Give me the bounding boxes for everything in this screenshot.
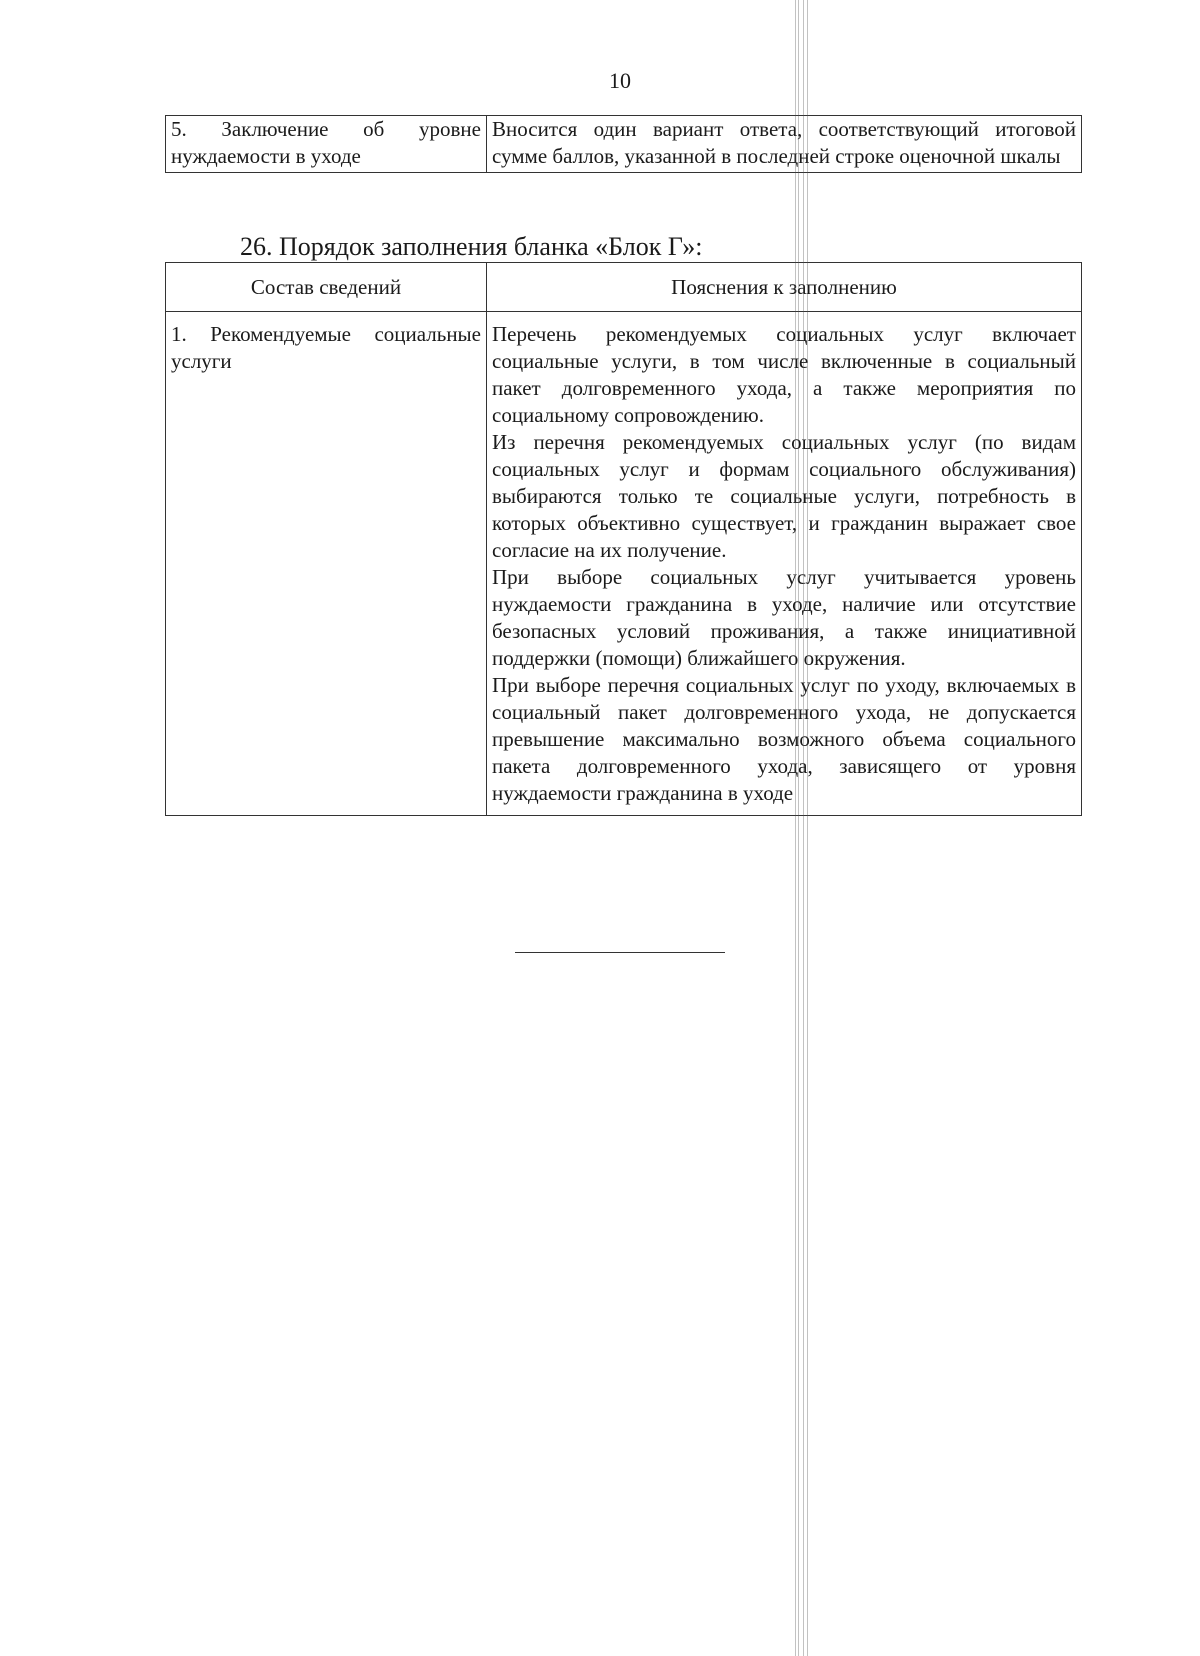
section-heading: 26. Порядок заполнения бланка «Блок Г»: bbox=[240, 232, 703, 261]
paragraph: При выборе перечня социальных услуг по уходу, включаемых в социальный пакет долговременного ухода, не допускается превышение максимально возможного объема социального пакета долговременного ухода, зависящего от уровня нуждаемости гражданина в уходе bbox=[492, 673, 1076, 805]
table-header-row bbox=[166, 263, 1082, 312]
column-header-composition: Состав сведений bbox=[166, 263, 487, 312]
table-cell-explanation: Вносится один вариант ответа, соответствующий итоговой сумме баллов, указанной в последней строке оценочной шкалы bbox=[487, 116, 1082, 173]
table-cell-item: 1. Рекомендуемые социальные услуги bbox=[166, 312, 487, 816]
table-assessment-conclusion bbox=[165, 115, 1082, 173]
paragraph: Из перечня рекомендуемых социальных услуг (по видам социальных услуг и формам социального обслуживания) выбираются только те социальные услуги, потребность в которых объективно существует, и гражданин выражает свое согласие на их получение. bbox=[492, 430, 1076, 562]
table-cell-item: 5. Заключение об уровне нуждаемости в уходе bbox=[166, 116, 487, 173]
table-cell-explanation bbox=[487, 312, 1082, 816]
scan-artifact-lines bbox=[795, 0, 815, 1656]
end-of-document-rule bbox=[515, 952, 725, 953]
page-number: 10 bbox=[609, 68, 631, 93]
table-block-g bbox=[165, 262, 1082, 816]
paragraph: При выборе социальных услуг учитывается уровень нуждаемости гражданина в уходе, наличие или отсутствие безопасных условий проживания, а также инициативной поддержки (помощи) ближайшего окружения. bbox=[492, 565, 1076, 670]
paragraph: Перечень рекомендуемых социальных услуг включает социальные услуги, в том числе включенные в социальный пакет долговременного ухода, а также мероприятия по социальному сопровождению. bbox=[492, 322, 1076, 427]
table-row bbox=[166, 312, 1082, 816]
table-row bbox=[166, 116, 1082, 173]
column-header-explanations: Пояснения к заполнению bbox=[487, 263, 1082, 312]
